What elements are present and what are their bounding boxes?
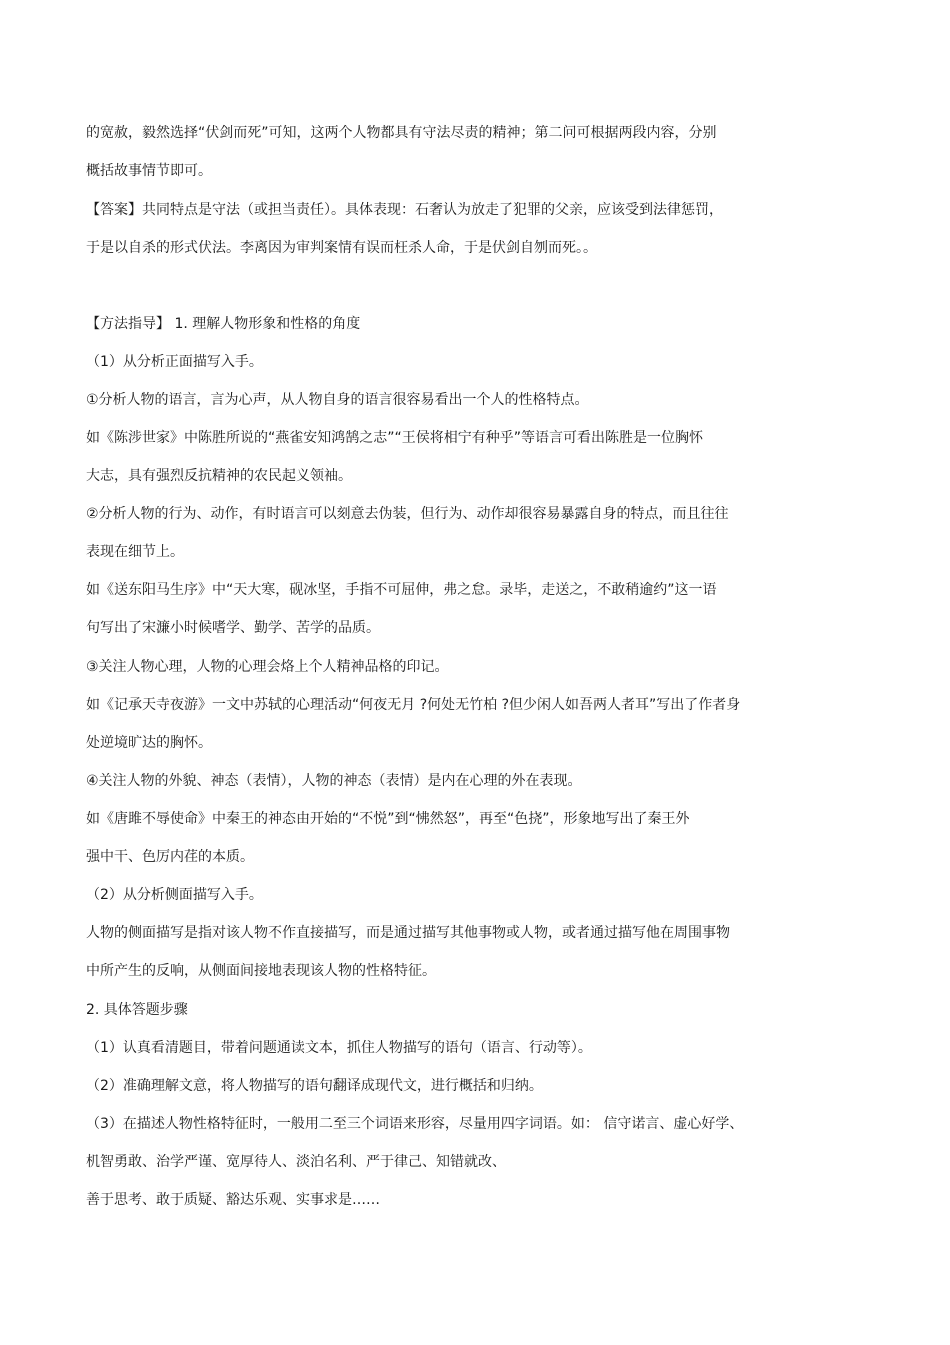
section-heading: 【方法指导】 1. 理解人物形象和性格的角度 (86, 316, 361, 332)
text-line: 如《记承天寺夜游》一文中苏轼的心理活动“何夜无月 ?何处无竹柏 ?但少闲人如吾两人者耳”写出了作者身 (86, 697, 741, 713)
text-line: ④关注人物的外貌、神态（表情），人物的神态（表情）是内在心理的外在表现。 (86, 773, 582, 789)
answer-line: 【答案】共同特点是守法（或担当责任）。具体表现：石奢认为放走了犯罪的父亲，应该受到法律惩罚， (86, 202, 723, 218)
text-line: 如《唐雎不辱使命》中秦王的神态由开始的“不悦”到“怫然怒”，再至“色挠”，形象地写出了秦王外 (86, 811, 690, 827)
text-line: 句写出了宋濂小时候嗜学、勤学、苦学的品质。 (86, 620, 380, 636)
text-line: 善于思考、敢于质疑、豁达乐观、实事求是…… (86, 1192, 380, 1208)
text-line: 于是以自杀的形式伏法。李离因为审判案情有误而枉杀人命，于是伏剑自刎而死。。 (86, 240, 597, 256)
text-line: （1）从分析正面描写入手。 (86, 354, 263, 370)
text-line: 的宽赦，毅然选择“伏剑而死”可知，这两个人物都具有守法尽责的精神；第二问可根据两段内容，分别 (86, 125, 717, 141)
text-line: 概括故事情节即可。 (86, 163, 212, 179)
text-line: ①分析人物的语言，言为心声，从人物自身的语言很容易看出一个人的性格特点。 (86, 392, 589, 408)
text-line: （1）认真看清题目，带着问题通读文本，抓住人物描写的语句（语言、行动等）。 (86, 1040, 592, 1056)
text-line: 机智勇敢、治学严谨、宽厚待人、淡泊名利、严于律己、知错就改、 (86, 1154, 506, 1170)
text-line: 如《送东阳马生序》中“天大寒，砚冰坚，手指不可屈伸，弗之怠。录毕，走送之，不敢稍逾约”这一语 (86, 582, 717, 598)
section-heading: 2. 具体答题步骤 (86, 1002, 188, 1018)
text-line: 强中干、色厉内荏的本质。 (86, 849, 254, 865)
text-line: 表现在细节上。 (86, 544, 184, 560)
text-line: 人物的侧面描写是指对该人物不作直接描写，而是通过描写其他事物或人物，或者通过描写他在周围事物 (86, 925, 730, 941)
text-line: 中所产生的反响，从侧面间接地表现该人物的性格特征。 (86, 963, 436, 979)
text-line: （2）准确理解文意，将人物描写的语句翻译成现代文，进行概括和归纳。 (86, 1078, 543, 1094)
text-line: 处逆境旷达的胸怀。 (86, 735, 212, 751)
text-line: （2）从分析侧面描写入手。 (86, 887, 263, 903)
text-line: 大志，具有强烈反抗精神的农民起义领袖。 (86, 468, 352, 484)
text-line: ②分析人物的行为、动作，有时语言可以刻意去伪装，但行为、动作却很容易暴露自身的特点，而且往往 (86, 506, 729, 522)
text-line: ③关注人物心理，人物的心理会烙上个人精神品格的印记。 (86, 659, 449, 675)
text-line: （3）在描述人物性格特征时，一般用二至三个词语来形容，尽量用四字词语。如： 信守诺言、虚心好学、 (86, 1116, 744, 1132)
text-line: 如《陈涉世家》中陈胜所说的“燕雀安知鸿鹄之志”“王侯将相宁有种乎”等语言可看出陈胜是一位胸怀 (86, 430, 704, 446)
